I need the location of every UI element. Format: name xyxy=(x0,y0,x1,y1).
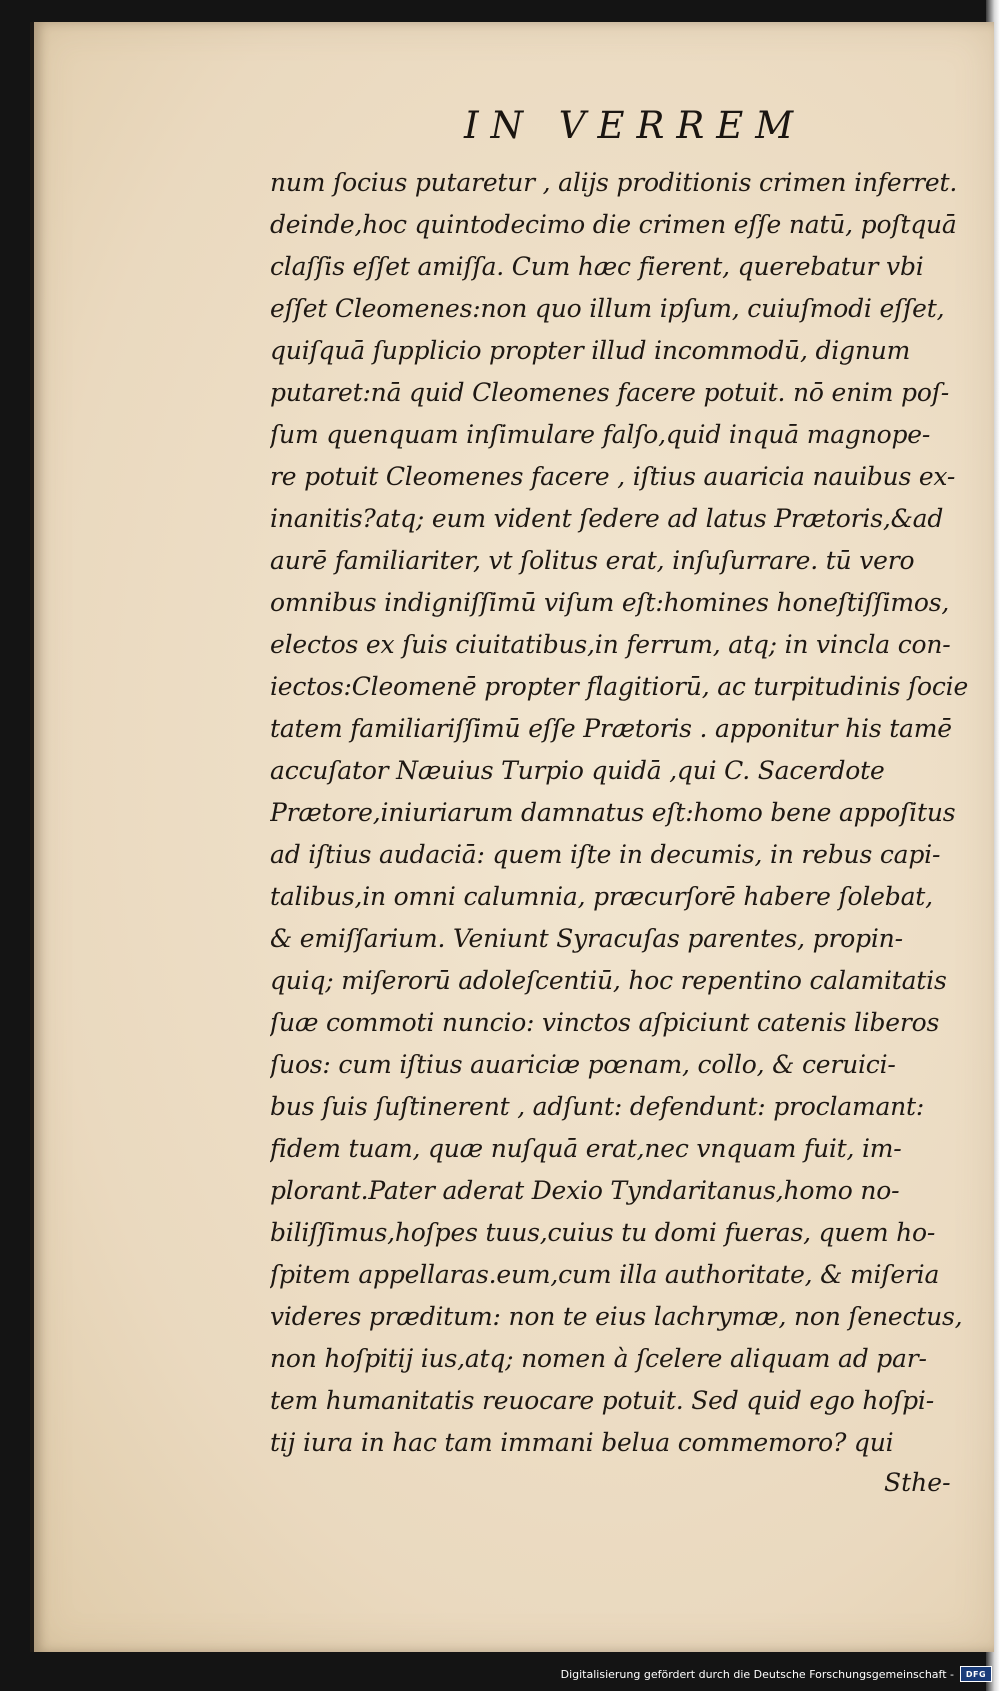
text-line: tatem familiariſſimū eſſe Prætoris . apponitur his tamē xyxy=(270,714,952,743)
running-title: IN VERREM xyxy=(464,104,806,147)
digitization-credit xyxy=(561,1659,992,1689)
credit-text: Digitalisierung gefördert durch die Deutsche Forschungsgemeinschaft - xyxy=(560,1667,954,1681)
text-line: Prætore,iniuriarum damnatus eſt:homo bene appoſitus xyxy=(270,798,956,827)
text-line: & emiſſarium. Veniunt Syracuſas parentes, propin- xyxy=(270,924,903,953)
text-line: ſuos: cum iſtius auariciæ pœnam, collo, & ceruici- xyxy=(270,1050,896,1079)
text-line: re potuit Cleomenes facere , iſtius auaricia nauibus ex- xyxy=(270,462,956,491)
text-line: num ſocius putaretur , alijs proditionis crimen inferret. xyxy=(270,168,958,197)
text-line: omnibus indigniſſimū viſum eſt:homines honeſtiſſimos, xyxy=(270,588,950,617)
body-text xyxy=(270,162,1000,1464)
text-line: ad iſtius audaciā: quem iſte in decumis, in rebus capi- xyxy=(270,840,941,869)
text-line: fidem tuam, quæ nuſquā erat,nec vnquam fuit, im- xyxy=(270,1134,902,1163)
text-line: ſuæ commoti nuncio: vinctos aſpiciunt catenis liberos xyxy=(270,1008,940,1037)
text-line: electos ex ſuis ciuitatibus,in ferrum, atq; in vincla con- xyxy=(270,630,951,659)
text-line: eſſet Cleomenes:non quo illum ipſum, cuiuſmodi eſſet, xyxy=(270,294,945,323)
text-line: quiſquā ſupplicio propter illud incommodū, dignum xyxy=(270,336,911,365)
text-line: inanitis?atq; eum vident ſedere ad latus Prætoris,&ad xyxy=(270,504,944,533)
text-line: biliſſimus,hoſpes tuus,cuius tu domi fueras, quem ho- xyxy=(270,1218,936,1247)
text-line: ſum quenquam inſimulare falſo,quid inquā magnope- xyxy=(270,420,931,449)
text-line: non hoſpitij ius,atq; nomen à ſcelere aliquam ad par- xyxy=(270,1344,927,1373)
text-line: talibus,in omni calumnia, præcurſorē habere ſolebat, xyxy=(270,882,933,911)
text-line: plorant.Pater aderat Dexio Tyndaritanus,homo no- xyxy=(270,1176,900,1205)
dfg-logo-icon: DFG xyxy=(960,1666,992,1682)
text-line: tij iura in hac tam immani belua commemoro? qui xyxy=(270,1428,894,1457)
text-line: iectos:Cleomenē propter flagitiorū, ac turpitudinis ſocie xyxy=(270,672,969,701)
text-line: bus ſuis ſuſtinerent , adſunt: defendunt: proclamant: xyxy=(270,1092,925,1121)
text-line: videres præditum: non te eius lachrymæ, non ſenectus, xyxy=(270,1302,963,1331)
text-line: claſſis eſſet amiſſa. Cum hæc fierent, querebatur vbi xyxy=(270,252,924,281)
text-line: quiq; miſerorū adoleſcentiū, hoc repentino calamitatis xyxy=(270,966,947,995)
text-line: accuſator Næuius Turpio quidā ,qui C. Sacerdote xyxy=(270,756,885,785)
text-line: tem humanitatis reuocare potuit. Sed quid ego hoſpi- xyxy=(270,1386,934,1415)
catchword: Sthe- xyxy=(884,1468,951,1497)
text-line: deinde,hoc quintodecimo die crimen eſſe natū, poſtquā xyxy=(270,210,957,239)
text-line: ſpitem appellaras.eum,cum illa authoritate, & miſeria xyxy=(270,1260,940,1289)
book-page xyxy=(30,22,994,1652)
text-line: aurē familiariter, vt ſolitus erat, inſuſurrare. tū vero xyxy=(270,546,915,575)
text-line: putaret:nā quid Cleomenes facere potuit. nō enim poſ- xyxy=(270,378,949,407)
